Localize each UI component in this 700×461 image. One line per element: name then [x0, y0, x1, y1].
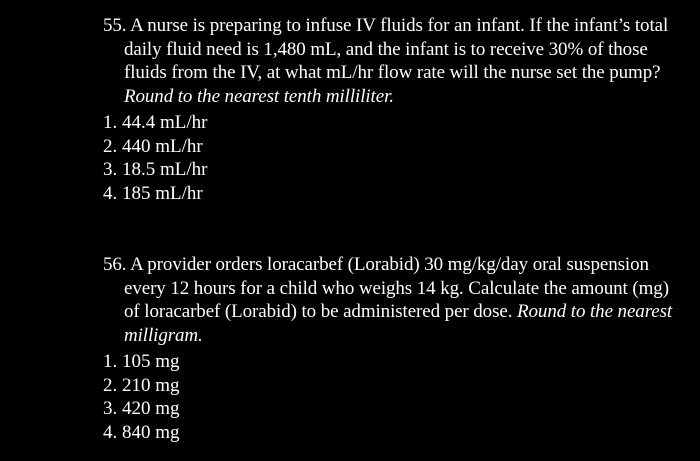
rounding-instruction: Round to the nearest tenth milliliter. [124, 85, 394, 107]
question-text: A provider orders loracarbef (Lorabid) 30 mg/kg/day oral suspension every 12 hours for a child who weighs 14 kg. Calculate the amount (mg) of loracarbef (Lorabid) to be administered per dose. [124, 254, 669, 322]
answer-options [103, 350, 683, 444]
answer-option-3: 3. 18.5 mL/hr [103, 159, 208, 180]
question-text: A nurse is preparing to infuse IV fluids for an infant. If the infant’s total daily fluid need is 1,480 mL, and the infant is to receive 30% of those fluids from the IV, at what mL/hr flow rate will the nurse set the pump? [124, 15, 669, 83]
question-stem [103, 253, 683, 347]
answer-option-4: 4. 185 mL/hr [103, 182, 203, 204]
question-stem [103, 14, 683, 108]
answer-option-3: 3. 420 mg [103, 398, 180, 419]
rounding-instruction: Round to the nearest milligram. [124, 301, 673, 346]
question-number: 55. [103, 15, 127, 36]
answer-option-1: 1. 44.4 mL/hr [103, 112, 208, 133]
question-55 [103, 14, 683, 205]
answer-option-1: 1. 105 mg [103, 351, 180, 372]
answer-option-2: 2. 210 mg [103, 374, 180, 396]
question-number: 56. [103, 254, 127, 275]
answer-option-4: 4. 840 mg [103, 421, 180, 443]
answer-options [103, 111, 683, 205]
question-56 [103, 253, 683, 444]
answer-option-2: 2. 440 mL/hr [103, 135, 203, 157]
